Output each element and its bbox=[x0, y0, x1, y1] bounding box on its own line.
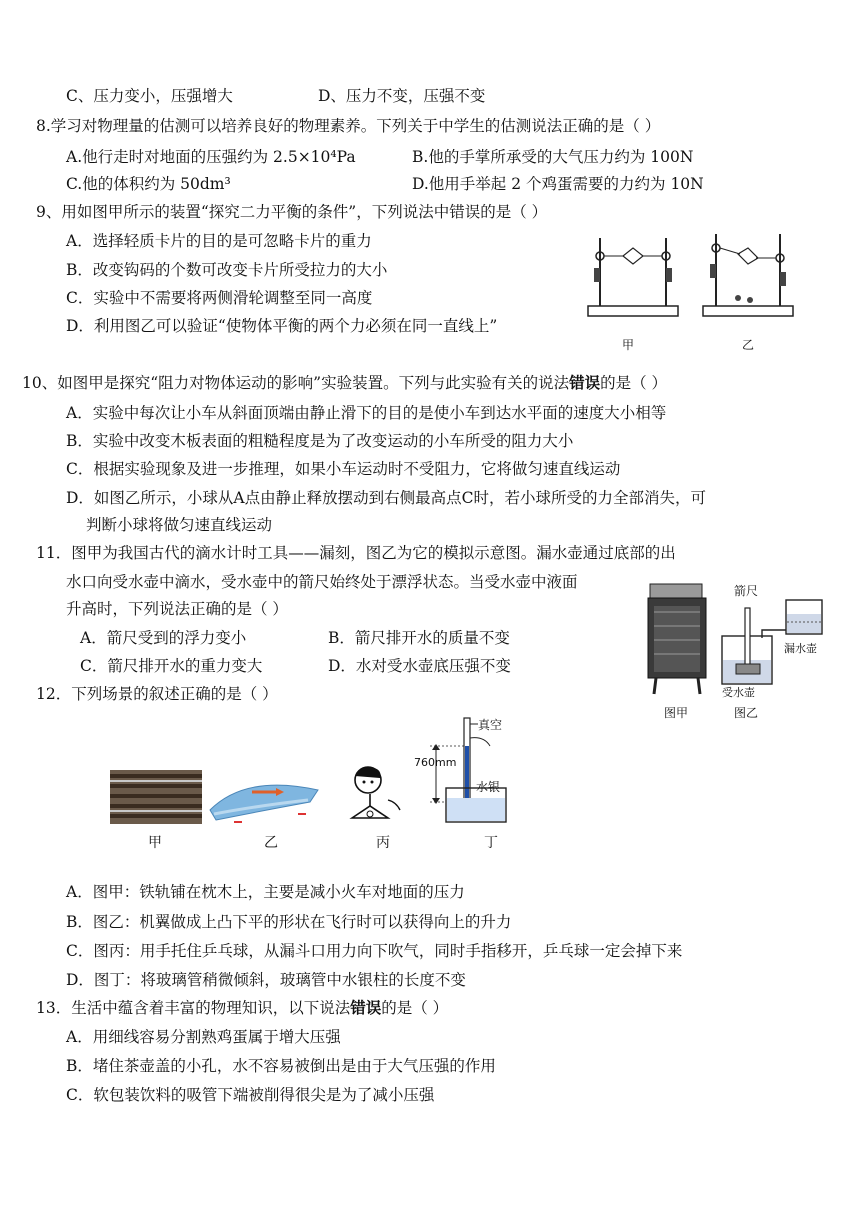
q12-caption-yi: 乙 bbox=[264, 835, 278, 851]
q11-stem-line2: 水口向受水壶中滴水，受水壶中的箭尺始终处于漂浮状态。当受水壶中液面 bbox=[66, 573, 578, 591]
q11-label-receiving-vessel: 受水壶 bbox=[722, 686, 755, 699]
q10-option-c: C．根据实验现象及进一步推理，如果小车运动时不受阻力，它将做匀速直线运动 bbox=[66, 460, 621, 478]
q8-option-a: A.他行走时对地面的压强约为 2.5×10⁴Pa bbox=[66, 148, 356, 166]
q12-label-mercury: 水银 bbox=[476, 780, 501, 794]
q10-option-a: A．实验中每次让小车从斜面顶端由静止滑下的目的是使小车到达水平面的速度大小相等 bbox=[66, 404, 667, 422]
q13-stem-pre: 13．生活中蕴含着丰富的物理知识，以下说法 bbox=[36, 999, 351, 1017]
q12-caption-jia: 甲 bbox=[148, 835, 162, 851]
q9-option-c: C．实验中不需要将两侧滑轮调整至同一高度 bbox=[66, 289, 373, 307]
q12-caption-bing: 丙 bbox=[376, 835, 390, 851]
q11-stem-line3: 升高时，下列说法正确的是（ ） bbox=[66, 600, 288, 618]
q13-option-c: C．软包装饮料的吸管下端被削得很尖是为了减小压强 bbox=[66, 1086, 435, 1104]
q12-figure-railway-track bbox=[110, 770, 202, 824]
q12-caption-ding: 丁 bbox=[484, 835, 498, 851]
q11-option-d: D．水对受水壶底压强不变 bbox=[328, 657, 511, 675]
q11-label-leak-vessel: 漏水壶 bbox=[784, 642, 817, 655]
q11-caption-yi: 图乙 bbox=[734, 706, 759, 720]
q10-stem-pre: 10、如图甲是探究“阻力对物体运动的影响”实验装置。下列与此实验有关的说法 bbox=[22, 374, 570, 392]
q13-stem-emphasis: 错误 bbox=[350, 998, 382, 1017]
q10-option-b: B．实验中改变木板表面的粗糙程度是为了改变运动的小车所受的阻力大小 bbox=[66, 432, 574, 450]
q12-option-b: B．图乙：机翼做成上凸下平的形状在飞行时可以获得向上的升力 bbox=[66, 913, 512, 931]
q12-figure-funnel-pingpong bbox=[342, 760, 408, 826]
q13-stem-post: 的是（ ） bbox=[381, 999, 449, 1017]
q8-option-b: B.他的手掌所承受的大气压力约为 100N bbox=[412, 148, 694, 166]
q9-option-b: B．改变钩码的个数可改变卡片所受拉力的大小 bbox=[66, 261, 388, 279]
q13-option-b: B．堵住茶壶盖的小孔，水不容易被倒出是由于大气压强的作用 bbox=[66, 1057, 496, 1075]
q12-label-vacuum: 真空 bbox=[478, 718, 503, 732]
q12-stem: 12．下列场景的叙述正确的是（ ） bbox=[36, 685, 278, 703]
q11-label-arrow-ruler: 箭尺 bbox=[734, 584, 759, 598]
q12-option-c: C．图丙：用手托住乒乓球，从漏斗口用力向下吹气，同时手指移开，乒乓球一定会掉下来 bbox=[66, 942, 683, 960]
q11-stem-line1: 11．图甲为我国古代的滴水计时工具——漏刻，图乙为它的模拟示意图。漏水壶通过底部的出 bbox=[36, 544, 676, 562]
q11-figure-clepsydra-photo bbox=[644, 582, 714, 698]
q9-caption-jia: 甲 bbox=[622, 338, 635, 352]
q8-option-c: C.他的体积约为 50dm³ bbox=[66, 175, 231, 193]
q12-option-a: A．图甲：铁轨铺在枕木上，主要是减小火车对地面的压力 bbox=[66, 883, 465, 901]
q11-option-c: C．箭尺排开水的重力变大 bbox=[80, 657, 263, 675]
q10-option-d-line1: D．如图乙所示，小球从A点由静止释放摆动到右侧最高点C时，若小球所受的力全部消失，可 bbox=[66, 489, 706, 507]
q8-option-d: D.他用手举起 2 个鸡蛋需要的力约为 10N bbox=[412, 175, 704, 193]
q11-caption-jia: 图甲 bbox=[664, 706, 689, 720]
q10-stem-post: 的是（ ） bbox=[600, 374, 668, 392]
q9-option-d: D．利用图乙可以验证“使物体平衡的两个力必须在同一直线上” bbox=[66, 317, 498, 335]
q10-stem-emphasis: 错误 bbox=[569, 373, 601, 392]
q12-figure-torricelli bbox=[412, 716, 522, 828]
q10-option-d-line2: 判断小球将做匀速直线运动 bbox=[86, 516, 273, 534]
q9-stem: 9、用如图甲所示的装置“探究二力平衡的条件”，下列说法中错误的是（ ） bbox=[36, 203, 548, 221]
q12-option-d: D．图丁：将玻璃管稍微倾斜，玻璃管中水银柱的长度不变 bbox=[66, 971, 466, 989]
q9-option-a: A．选择轻质卡片的目的是可忽略卡片的重力 bbox=[66, 232, 372, 250]
q13-option-a: A．用细线容易分割熟鸡蛋属于增大压强 bbox=[66, 1028, 341, 1046]
q13-stem bbox=[36, 996, 448, 1018]
q11-option-b: B．箭尺排开水的质量不变 bbox=[328, 629, 510, 647]
q9-caption-yi: 乙 bbox=[742, 338, 755, 352]
q9-figure-apparatus bbox=[578, 228, 798, 328]
q12-figure-wing bbox=[206, 770, 322, 826]
q12-label-760mm: 760mm bbox=[414, 756, 457, 769]
q10-stem bbox=[22, 371, 667, 393]
q7-option-c: C、压力变小，压强增大 bbox=[66, 87, 233, 105]
q11-option-a: A．箭尺受到的浮力变小 bbox=[80, 629, 247, 647]
q8-stem: 8.学习对物理量的估测可以培养良好的物理素养。下列关于中学生的估测说法正确的是（ ） bbox=[36, 117, 661, 135]
q7-option-d: D、压力不变，压强不变 bbox=[318, 87, 486, 105]
